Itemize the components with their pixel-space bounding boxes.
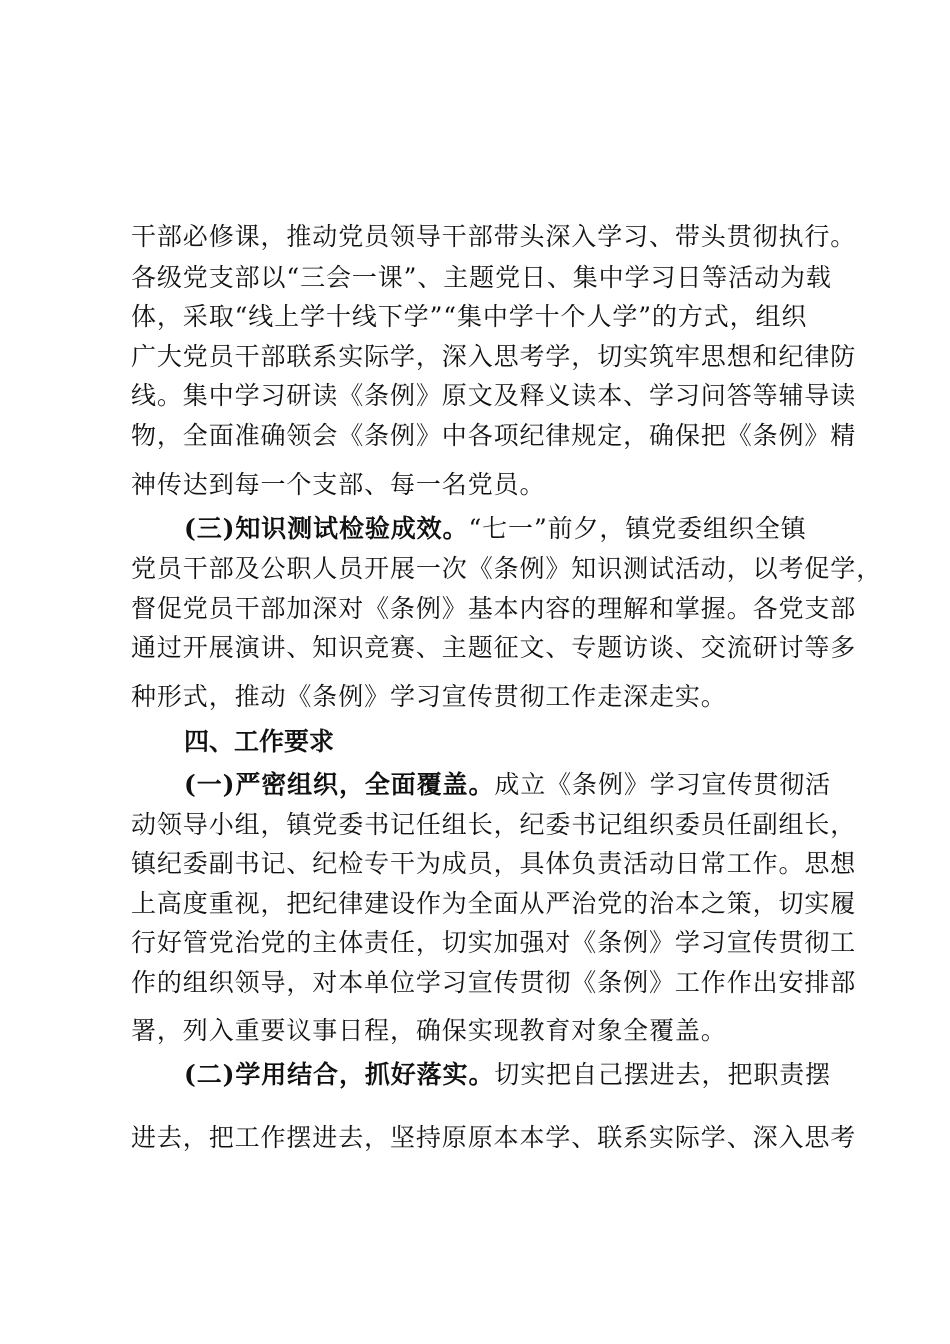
body-line: 体，采取“线上学十线下学”“集中学十个人学”的方式，组织 xyxy=(131,302,808,331)
body-line: 线。集中学习研读《条例》原文及释义读本、学习问答等辅导读 xyxy=(131,381,857,410)
body-line: 作的组织领导，对本单位学习宣传贯彻《条例》工作作出安排部 xyxy=(131,968,857,997)
body-line: 各级党支部以“三会一课”、主题党日、集中学习日等活动为载 xyxy=(131,263,832,292)
body-line: 广大党员干部联系实际学，深入思考学，切实筑牢思想和纪律防 xyxy=(131,342,857,371)
section-heading: 四、工作要求 xyxy=(184,727,335,756)
body-line: 通过开展演讲、知识竞赛、主题征文、专题访谈、交流研讨等多 xyxy=(131,633,857,662)
subsection-lead: (一)严密组织，全面覆盖。 xyxy=(184,770,495,799)
body-line: 行好管党治党的主体责任，切实加强对《条例》学习宣传贯彻工 xyxy=(131,928,857,957)
body-line: 督促党员干部加深对《条例》基本内容的理解和掌握。各党支部 xyxy=(131,594,857,623)
body-line: 干部必修课，推动党员领导干部带头深入学习、带头贯彻执行。 xyxy=(131,222,857,251)
body-text: 成立《条例》学习宣传贯彻活 xyxy=(494,770,832,799)
subsection-lead: (三)知识测试检验成效。 xyxy=(184,514,469,543)
body-line: 镇纪委副书记、纪检专干为成员，具体负责活动日常工作。思想 xyxy=(131,849,857,878)
body-line: 署，列入重要议事日程，确保实现教育对象全覆盖。 xyxy=(131,1016,727,1045)
body-line: 进去，把工作摆进去，坚持原原本本学、联系实际学、深入思考 xyxy=(131,1123,857,1152)
body-line: 种形式，推动《条例》学习宣传贯彻工作走深走实。 xyxy=(131,682,727,711)
section-paragraph-first-line xyxy=(184,770,831,800)
body-line: 动领导小组，镇党委书记任组长，纪委书记组织委员任副组长， xyxy=(131,810,857,839)
body-line: 上高度重视，把纪律建设作为全面从严治党的治本之策，切实履 xyxy=(131,889,857,918)
subsection-lead: (二)学用结合，抓好落实。 xyxy=(184,1060,495,1089)
section-paragraph-first-line xyxy=(184,1060,831,1090)
body-line: 物，全面准确领会《条例》中各项纪律规定，确保把《条例》精 xyxy=(131,421,857,450)
body-text: 切实把自己摆进去，把职责摆 xyxy=(494,1060,832,1089)
body-text: “七一”前夕，镇党委组织全镇 xyxy=(468,514,807,543)
body-line: 党员干部及公职人员开展一次《条例》知识测试活动，以考促学， xyxy=(131,554,883,583)
body-line: 神传达到每一个支部、每一名党员。 xyxy=(131,470,546,499)
section-paragraph-first-line xyxy=(184,514,831,544)
